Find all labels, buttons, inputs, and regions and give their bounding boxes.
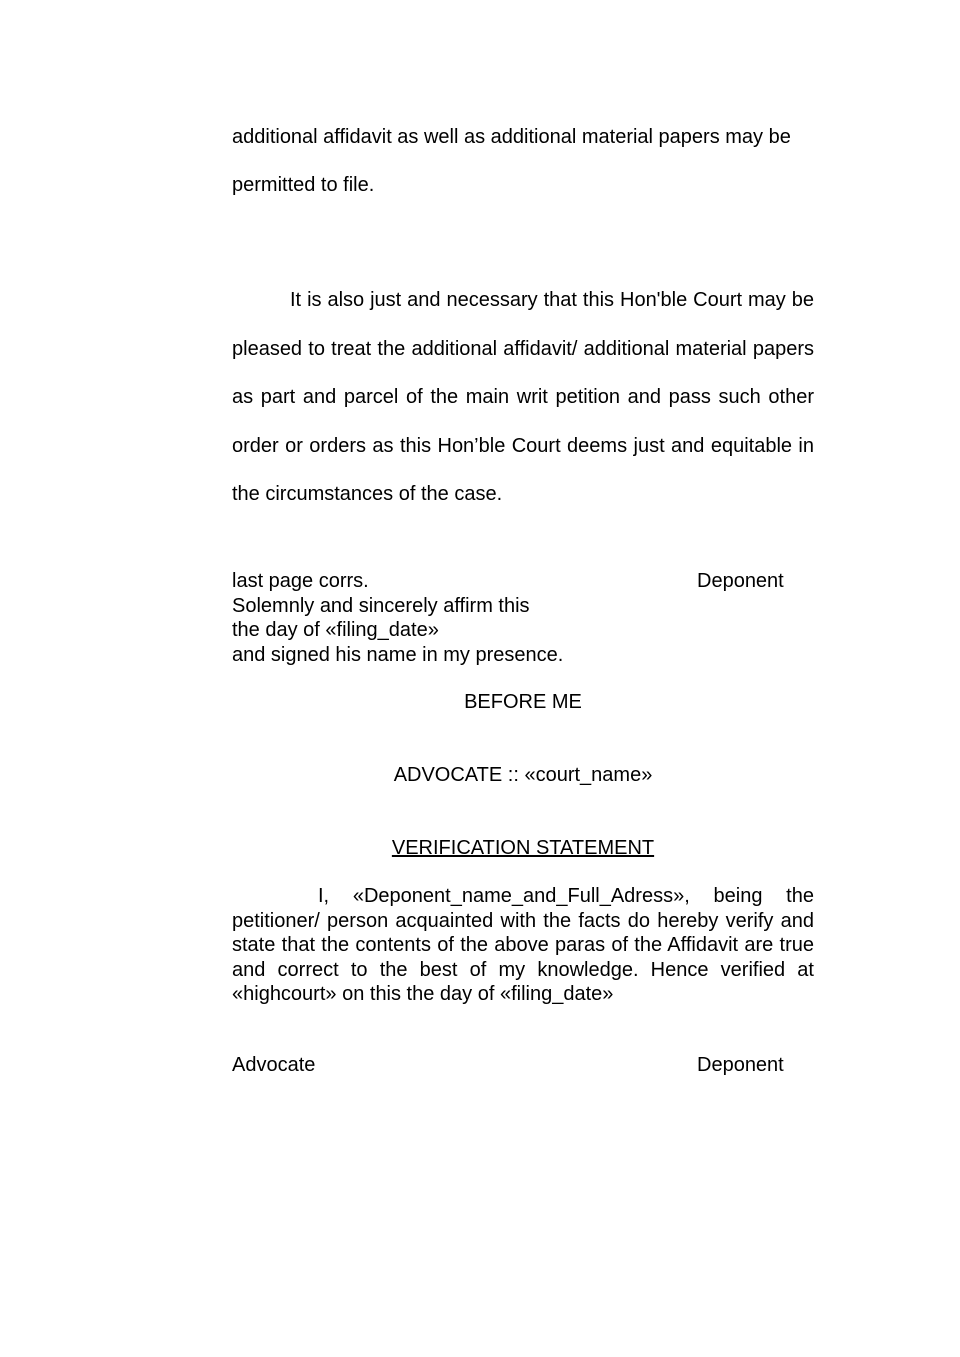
paragraph-additional-affidavit: additional affidavit as well as additional material papers may be permitted to file. — [232, 126, 791, 196]
paragraph-prayer: It is also just and necessary that this Hon'ble Court may be pleased to treat the additional affidavit/ additional material papers as part and parcel of the main writ petition and pass such other order or orders as this Hon’ble Court deems just and equitable in the circumstances of the case. — [232, 289, 814, 505]
signature-line-last-page: last page corrs. — [232, 570, 369, 592]
verification-heading: VERIFICATION STATEMENT — [391, 837, 655, 859]
signature-line-signed: and signed his name in my presence. — [232, 643, 564, 666]
before-me-heading: BEFORE ME — [464, 691, 582, 713]
signature-line-affirm: Solemnly and sincerely affirm this — [232, 594, 530, 617]
deponent-label-bottom: Deponent — [697, 1054, 784, 1076]
advocate-court-line: ADVOCATE :: «court_name» — [393, 764, 653, 786]
signature-line-filing-date: the day of «filing_date» — [232, 619, 439, 641]
advocate-label-bottom: Advocate — [232, 1054, 316, 1076]
deponent-label-top: Deponent — [697, 570, 784, 592]
verification-body: I, «Deponent_name_and_Full_Adress», being the petitioner/ person acquainted with the facts do hereby verify and state that the contents of the above paras of the Affidavit are true and correct to the best of my knowledge. Hence verified at «highcourt» on this the day of «filing_date» — [232, 885, 814, 1005]
